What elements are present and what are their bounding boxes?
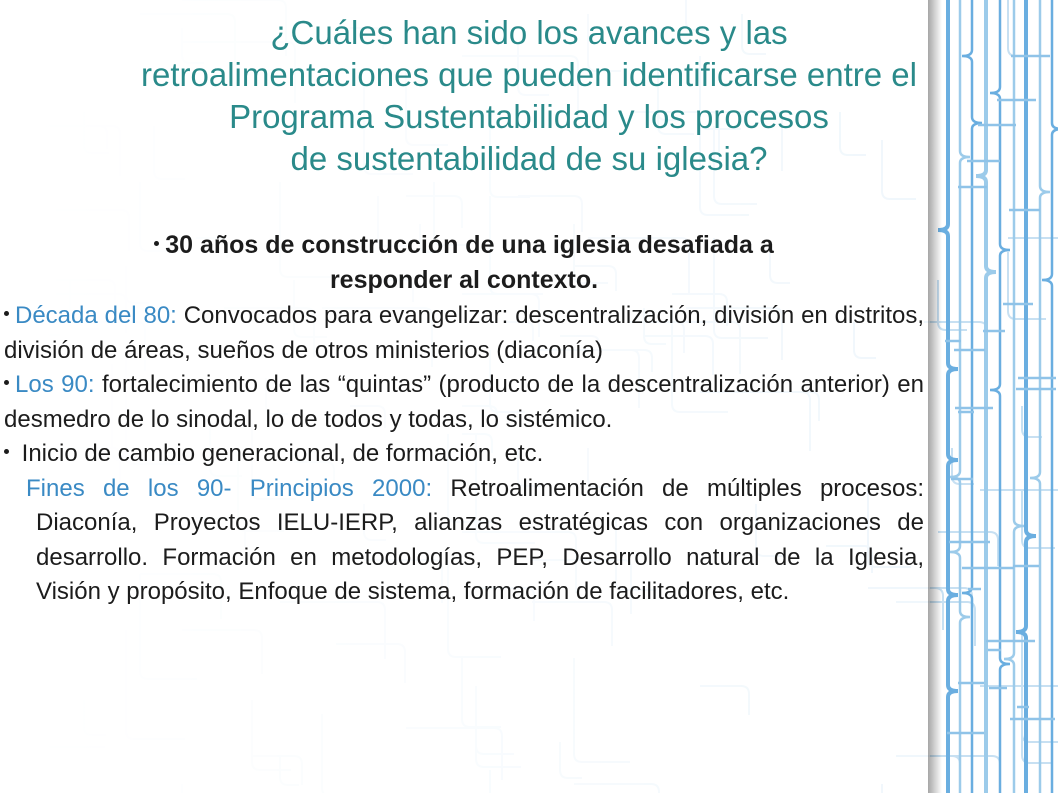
- bullet-icon: [154, 241, 159, 246]
- subheading-line-2: responder al contexto.: [329, 265, 599, 294]
- subheading-line-1: 30 años de construcción de una iglesia desafiada a: [165, 231, 774, 259]
- list-item: [4, 472, 924, 610]
- item-text: Convocados para evangelizar: descentralización, división en distritos, división de áreas, sueños de otros ministerios (diaconía): [4, 302, 925, 364]
- item-text: Inicio de cambio generacional, de formación, etc.: [15, 440, 544, 467]
- bullet-icon: [4, 449, 9, 454]
- subheading: [4, 228, 924, 297]
- title-line-2: retroalimentaciones que pueden identificarse entre el: [141, 56, 917, 93]
- list-item: [4, 368, 924, 437]
- title-line-3: Programa Sustentabilidad y los procesos: [229, 98, 829, 135]
- title-line-4: de sustentabilidad de su iglesia?: [290, 140, 768, 177]
- bullet-icon: [4, 380, 9, 385]
- item-lead: Fines de los 90- Principios 2000:: [26, 474, 433, 502]
- item-text: fortalecimiento de las “quintas” (producto de la descentralización anterior) en desmedro de lo sinodal, lo de todos y todas, lo sistémico.: [4, 371, 924, 433]
- item-text: Retroalimentación de múltiples procesos: Diaconía, Proyectos IELU-IERP, alianzas estratégicas con organizaciones de desarrollo. Formación en metodologías, PEP, Desarrollo natural de la Iglesia, Visión y propósito, Enfoque de sistema, formación de facilitadores, etc.: [36, 474, 925, 605]
- title-line-1: ¿Cuáles han sido los avances y las: [270, 14, 788, 51]
- item-lead: Los 90:: [15, 371, 95, 398]
- item-lead: Década del 80:: [15, 302, 177, 329]
- bullet-icon: [4, 311, 9, 316]
- slide-body: [4, 228, 924, 610]
- list-item: [4, 437, 924, 472]
- list-item: [4, 299, 924, 368]
- slide-title: [0, 12, 1058, 180]
- dot-icon: [4, 472, 26, 507]
